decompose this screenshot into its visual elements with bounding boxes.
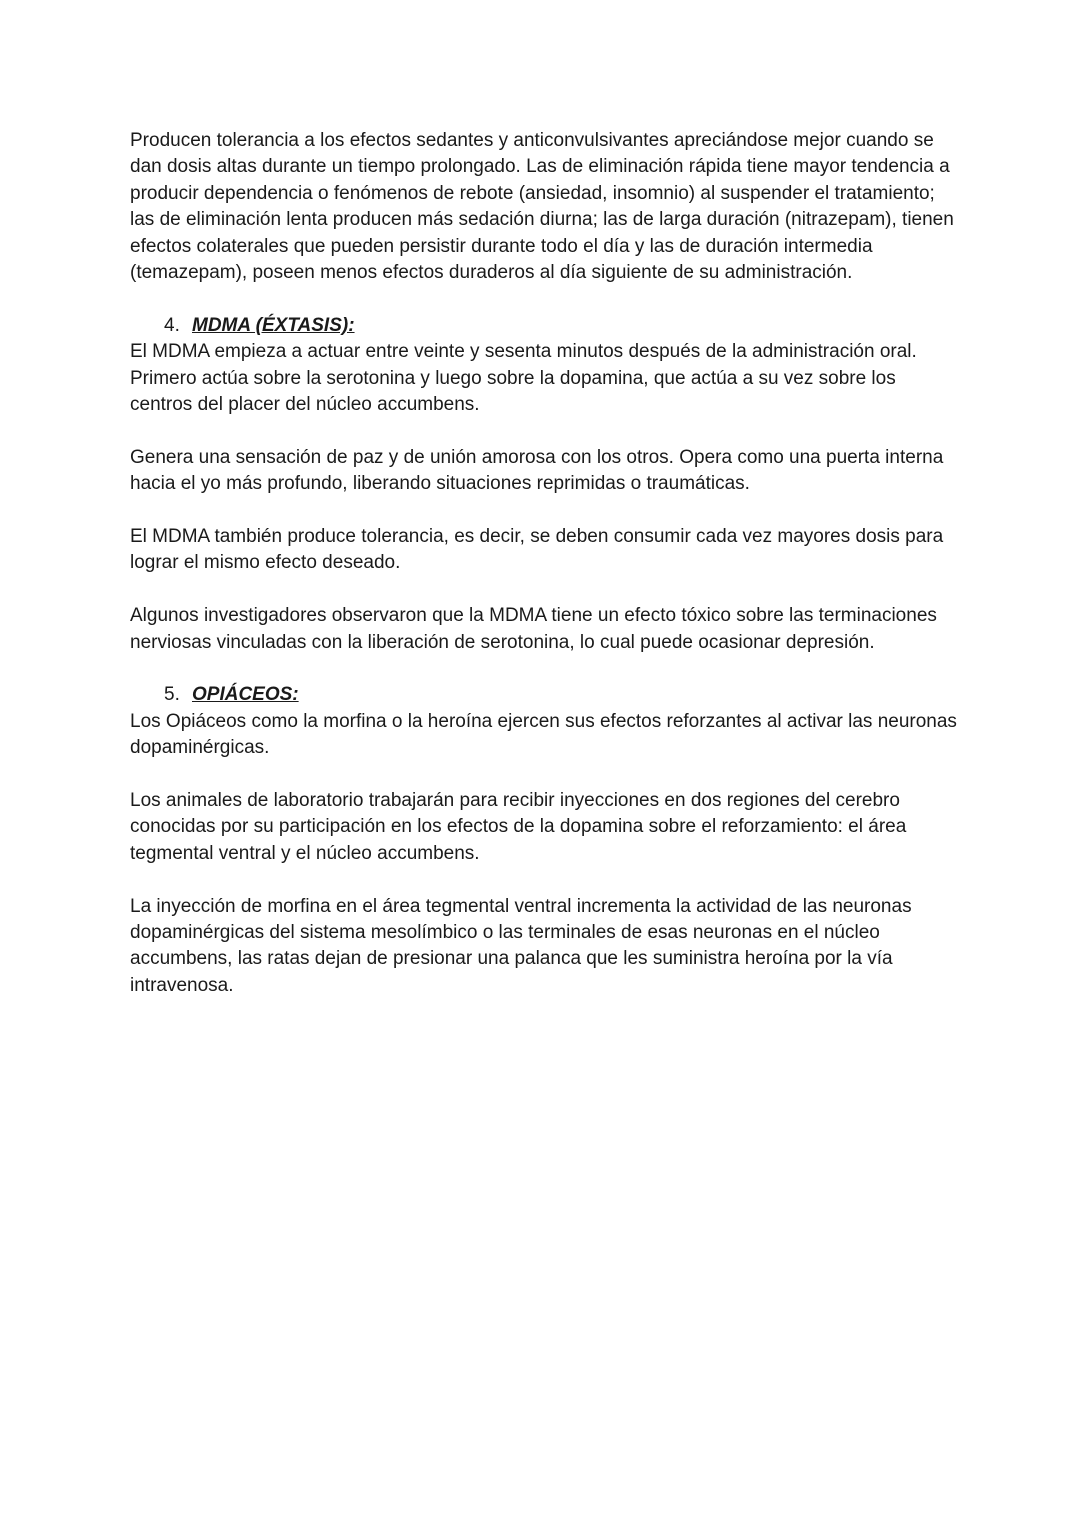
- section-heading-mdma: [130, 313, 960, 339]
- paragraph: Los animales de laboratorio trabajarán para recibir inyecciones en dos regiones del cerebro conocidas por su participación en los efectos de la dopamina sobre el reforzamiento: el área tegmental ventral y el núcleo accumbens.: [130, 790, 907, 864]
- document-body: [130, 128, 960, 999]
- paragraph: Genera una sensación de paz y de unión amorosa con los otros. Opera como una puerta interna hacia el yo más profundo, liberando situaciones reprimidas o traumáticas.: [130, 446, 944, 495]
- section-number: 5.: [164, 684, 180, 706]
- section-number: 4.: [164, 314, 180, 336]
- paragraph: Los Opiáceos como la morfina o la heroína ejercen sus efectos reforzantes al activar las neuronas dopaminérgicas.: [130, 710, 957, 759]
- paragraph: Algunos investigadores observaron que la MDMA tiene un efecto tóxico sobre las terminaciones nerviosas vinculadas con la liberación de serotonina, lo cual puede ocasionar depresión.: [130, 605, 937, 653]
- section-heading-opiaceos: [130, 682, 960, 708]
- paragraph: El MDMA también produce tolerancia, es decir, se deben consumir cada vez mayores dosis para lograr el mismo efecto deseado.: [130, 526, 944, 574]
- section-title: OPIÁCEOS:: [192, 684, 299, 706]
- section-title: MDMA (ÉXTASIS):: [192, 314, 355, 336]
- intro-paragraph: Producen tolerancia a los efectos sedantes y anticonvulsivantes apreciándose mejor cuando se dan dosis altas durante un tiempo prolongado. Las de eliminación rápida tiene mayor tendencia a producir dependencia o fenómenos de rebote (ansiedad, insomnio) al suspender el tratamiento; las de eliminación lenta producen más sedación diurna; las de larga duración (nitrazepam), tienen efectos colaterales que pueden persistir durante todo el día y las de duración intermedia (temazepam), poseen menos efectos duraderos al día siguiente de su administración.: [130, 130, 954, 284]
- paragraph: El MDMA empieza a actuar entre veinte y sesenta minutos después de la administración oral. Primero actúa sobre la serotonina y luego sobre la dopamina, que actúa a su vez sobre los centros del placer del núcleo accumbens.: [130, 341, 917, 416]
- paragraph: La inyección de morfina en el área tegmental ventral incrementa la actividad de las neuronas dopaminérgicas del sistema mesolímbico o las terminales de esas neuronas en el núcleo accumbens, las ratas dejan de presionar una palanca que les suministra heroína por la vía intravenosa.: [130, 895, 912, 996]
